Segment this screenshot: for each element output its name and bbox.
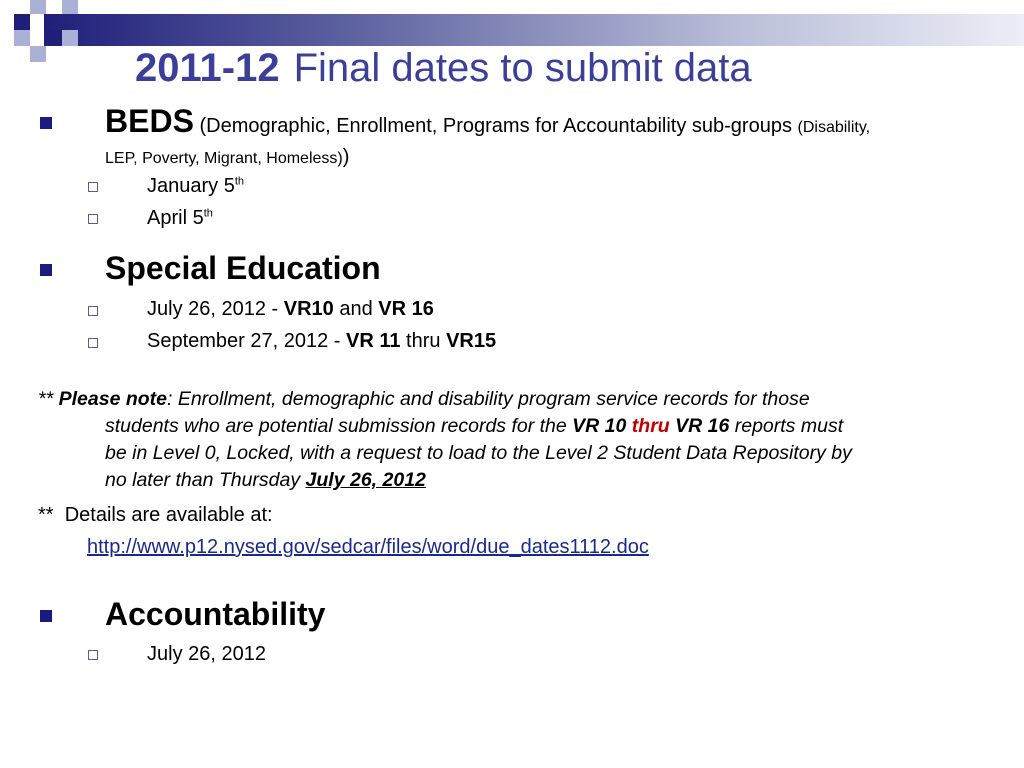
decor-square [46, 30, 62, 46]
beds-heading: BEDS [105, 103, 194, 139]
header-bar [44, 14, 1024, 46]
sub-bullet-icon [88, 306, 98, 316]
sub-bullet-icon [88, 650, 98, 660]
beds-desc-line2: LEP, Poverty, Migrant, Homeless)) [105, 146, 350, 168]
beds-item: BEDS (Demographic, Enrollment, Programs for Accountability sub-groups (Disability, [105, 103, 871, 139]
bullet-square [40, 117, 52, 129]
bullet-square [40, 610, 52, 622]
title-year: 2011-12 [135, 46, 280, 90]
details-line: ** Details are available at: [38, 504, 273, 526]
decor-square [14, 30, 30, 46]
special-ed-date-2: September 27, 2012 - VR 11 thru VR15 [147, 330, 497, 352]
decor-square [14, 14, 30, 30]
decor-square [62, 30, 78, 46]
accountability-date: July 26, 2012 [147, 643, 266, 665]
decor-square [62, 0, 78, 14]
note-deadline: July 26, 2012 [305, 469, 426, 491]
bullet-square [40, 264, 52, 276]
beds-date-1: January 5th [147, 175, 245, 197]
title-text: Final dates to submit data [293, 46, 752, 90]
sub-bullet-icon [88, 214, 98, 224]
decor-square [30, 0, 46, 14]
slide-title [135, 44, 752, 92]
thru-highlight: thru [631, 415, 670, 437]
note-label: Please note [58, 388, 167, 410]
sub-bullet-icon [88, 182, 98, 192]
please-note: ** Please note: Enrollment, demographic and disability program service records for those students who are potential submission records for the VR 10 thru VR 16 reports must be in Level 0, Locked, with a request to load to the Level 2 Student Data Repository by no later than Thursday July 26, 2012 [38, 388, 852, 491]
special-ed-date-1: July 26, 2012 - VR10 and VR 16 [147, 298, 434, 320]
accountability-heading: Accountability [105, 596, 326, 632]
due-dates-link[interactable]: http://www.p12.nysed.gov/sedcar/files/word/due_dates1112.doc [87, 536, 649, 558]
beds-date-2: April 5th [147, 207, 213, 229]
sub-bullet-icon [88, 338, 98, 348]
decor-square [30, 46, 46, 62]
special-education-heading: Special Education [105, 250, 381, 286]
